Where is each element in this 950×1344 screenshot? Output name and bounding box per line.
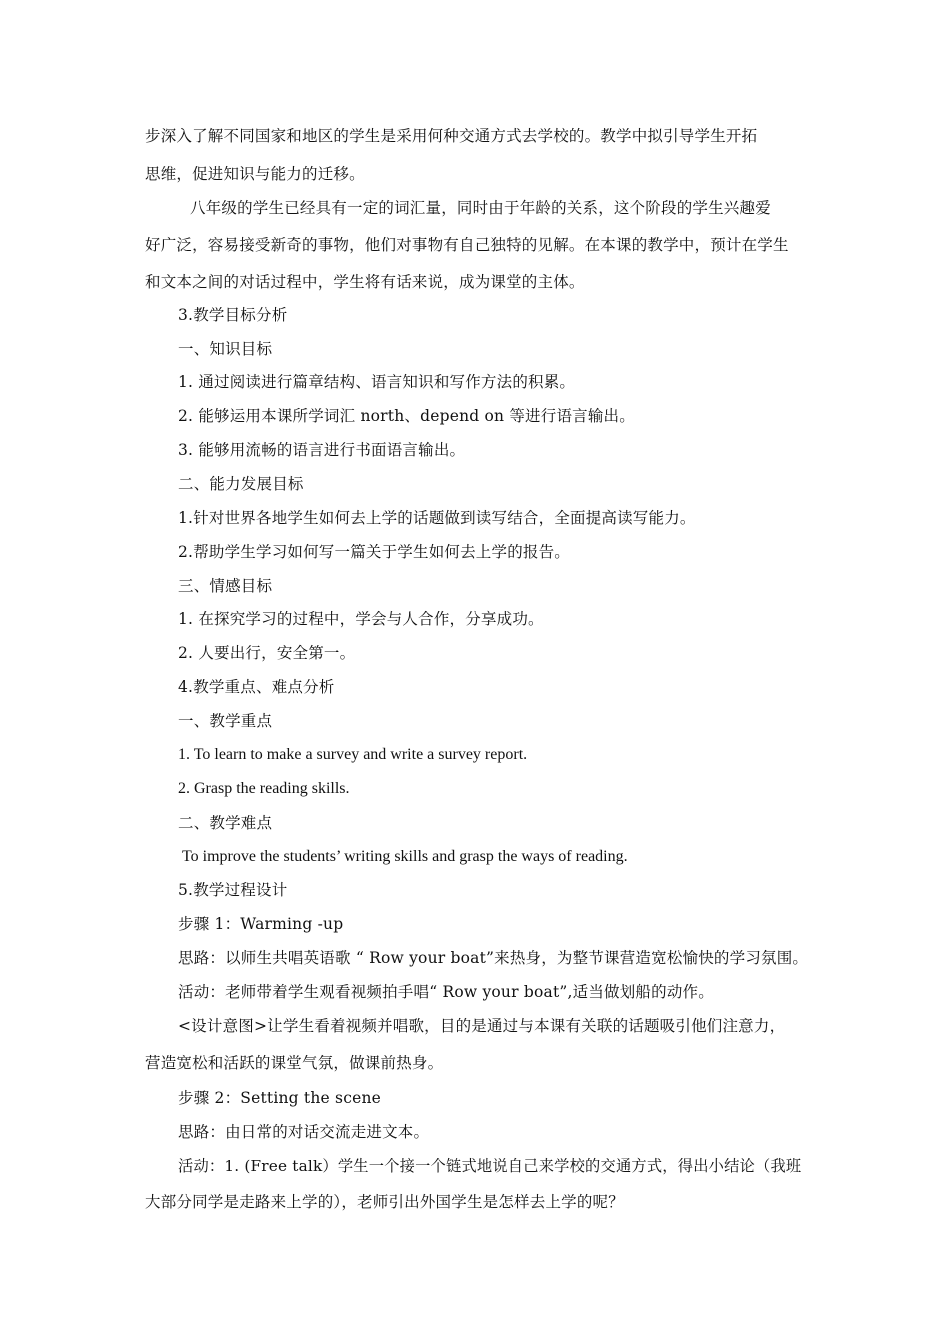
paragraph-line: 和文本之间的对话过程中，学生将有话来说，成为课堂的主体。 xyxy=(145,273,585,291)
subsection-heading: 三、情感目标 xyxy=(178,577,273,595)
section-heading: 4.教学重点、难点分析 xyxy=(178,678,335,696)
paragraph-line: 好广泛，容易接受新奇的事物，他们对事物有自己独特的见解。在本课的教学中，预计在学生 xyxy=(145,236,789,254)
paragraph-line: 思路：以师生共唱英语歌 “ Row your boat”来热身，为整节课营造宽松愉快的学习氛围。 xyxy=(178,949,809,967)
subsection-heading: 二、教学难点 xyxy=(178,814,273,832)
list-item: 1. 通过阅读进行篇章结构、语言知识和写作方法的积累。 xyxy=(178,373,576,391)
step-heading: 步骤 2：Setting the scene xyxy=(178,1089,382,1107)
paragraph-line: 活动：1. (Free talk）学生一个接一个链式地说自己来学校的交通方式，得出小结论（我班 xyxy=(178,1157,802,1175)
list-item: 2. Grasp the reading skills. xyxy=(178,780,350,797)
list-item: 3. 能够用流畅的语言进行书面语言输出。 xyxy=(178,441,466,459)
paragraph-line: To improve the students’ writing skills and grasp the ways of reading. xyxy=(182,848,628,865)
section-heading: 5.教学过程设计 xyxy=(178,881,288,899)
paragraph-line: 活动：老师带着学生观看视频拍手唱“ Row your boat”,适当做划船的动作。 xyxy=(178,983,714,1001)
paragraph-line: 思路：由日常的对话交流走进文本。 xyxy=(178,1123,430,1141)
list-item: 2.帮助学生学习如何写一篇关于学生如何去上学的报告。 xyxy=(178,543,570,561)
subsection-heading: 一、教学重点 xyxy=(178,712,273,730)
subsection-heading: 一、知识目标 xyxy=(178,340,273,358)
list-item: 1. To learn to make a survey and write a survey report. xyxy=(178,746,528,763)
paragraph-line: <设计意图>让学生看着视频并唱歌，目的是通过与本课有关联的话题吸引他们注意力， xyxy=(178,1017,786,1035)
subsection-heading: 二、能力发展目标 xyxy=(178,475,304,493)
paragraph-line: 营造宽松和活跃的课堂气氛，做课前热身。 xyxy=(145,1054,444,1072)
paragraph-line: 大部分同学是走路来上学的），老师引出外国学生是怎样去上学的呢？ xyxy=(145,1193,624,1211)
list-item: 2. 人要出行，安全第一。 xyxy=(178,644,356,662)
paragraph-line: 步深入了解不同国家和地区的学生是采用何种交通方式去学校的。教学中拟引导学生开拓 xyxy=(145,127,758,145)
list-item: 2. 能够运用本课所学词汇 north、depend on 等进行语言输出。 xyxy=(178,407,635,425)
list-item: 1. 在探究学习的过程中，学会与人合作，分享成功。 xyxy=(178,610,544,628)
list-item: 1.针对世界各地学生如何去上学的话题做到读写结合，全面提高读写能力。 xyxy=(178,509,696,527)
paragraph-line: 思维，促进知识与能力的迁移。 xyxy=(145,165,365,183)
paragraph-line: 八年级的学生已经具有一定的词汇量，同时由于年龄的关系，这个阶段的学生兴趣爱 xyxy=(190,199,771,217)
step-heading: 步骤 1：Warming -up xyxy=(178,915,344,933)
section-heading: 3.教学目标分析 xyxy=(178,306,288,324)
